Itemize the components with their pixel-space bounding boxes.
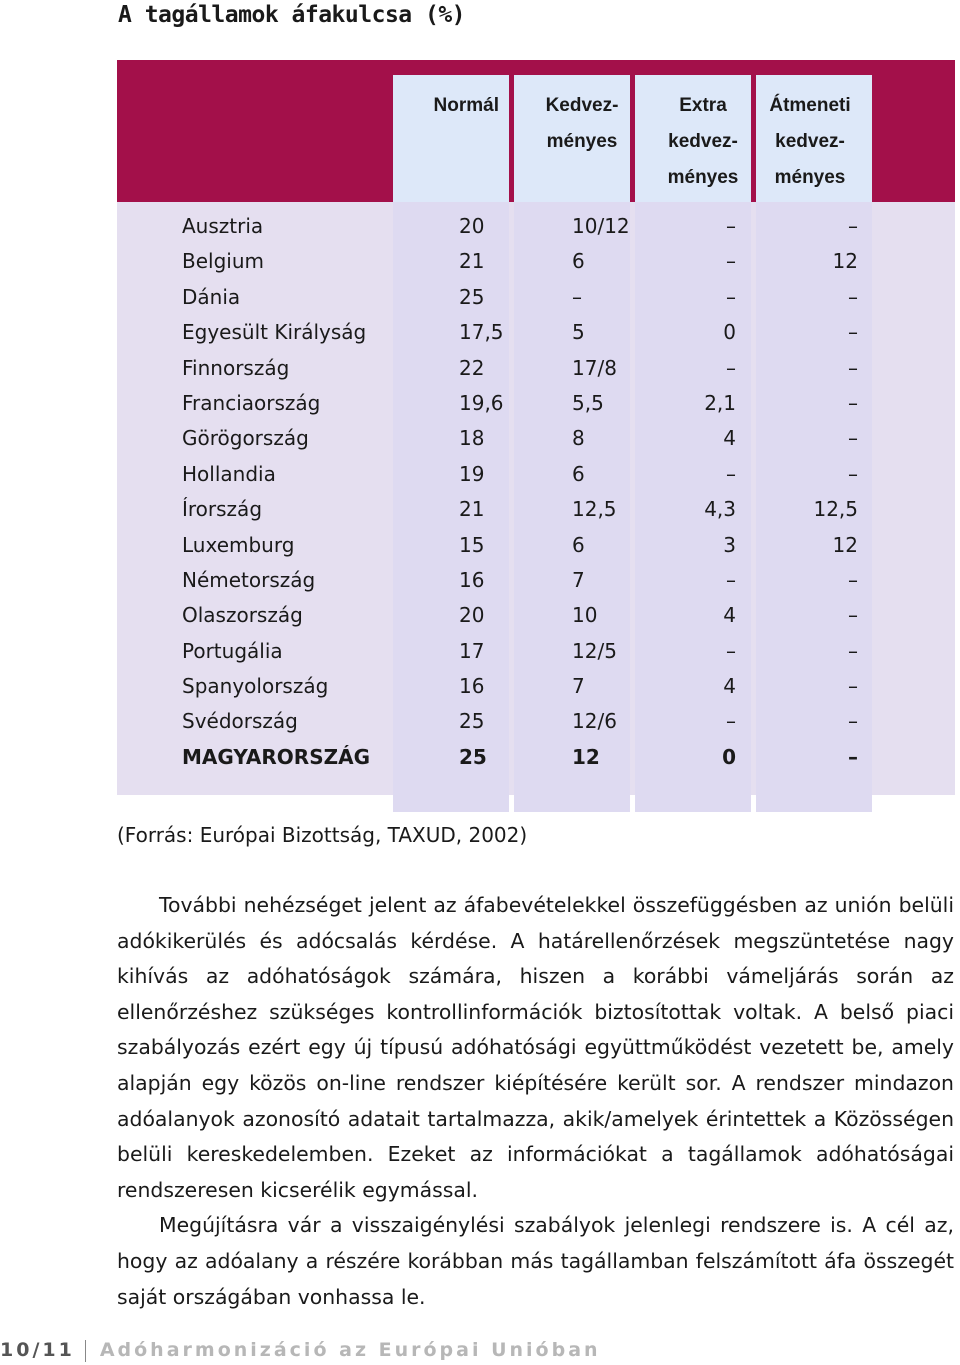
cell-normal: 25 <box>459 744 487 769</box>
table-row <box>0 492 960 527</box>
cell-kedvezmenyes: 8 <box>572 426 585 451</box>
cell-extra: 3 <box>723 532 736 557</box>
table-row <box>0 421 960 456</box>
cell-country: Írország <box>182 497 263 522</box>
cell-country: Spanyolország <box>182 674 329 699</box>
cell-normal: 25 <box>459 284 485 309</box>
table-row <box>0 740 960 775</box>
cell-atmeneti: – <box>848 709 858 734</box>
cell-normal: 21 <box>459 249 485 274</box>
table-row <box>0 598 960 633</box>
cell-extra: – <box>726 284 736 309</box>
cell-kedvezmenyes: 6 <box>572 461 585 486</box>
page-title: A tagállamok áfakulcsa (%) <box>118 2 466 28</box>
cell-country: Olaszország <box>182 603 303 628</box>
table-row <box>0 351 960 386</box>
cell-atmeneti: – <box>848 567 858 592</box>
cell-normal: 16 <box>459 674 485 699</box>
cell-kedvezmenyes: 7 <box>572 567 585 592</box>
cell-extra: 4,3 <box>704 497 736 522</box>
column-header-atmeneti: Átmeneti kedvez- ményes <box>769 95 851 188</box>
cell-extra: – <box>726 355 736 380</box>
cell-country: Ausztria <box>182 214 264 238</box>
cell-kedvezmenyes: 5,5 <box>572 390 604 415</box>
body-text <box>117 888 954 1315</box>
cell-kedvezmenyes: 10/12 <box>572 214 630 238</box>
table-row <box>0 386 960 421</box>
cell-country: Portugália <box>182 638 283 663</box>
cell-country: Egyesült Királyság <box>182 320 367 345</box>
cell-extra: – <box>726 214 736 238</box>
cell-normal: 17,5 <box>459 320 504 345</box>
cell-country: Franciaország <box>182 390 321 415</box>
cell-extra: 2,1 <box>704 390 736 415</box>
cell-atmeneti: – <box>848 426 858 451</box>
page-number: 10/11 <box>0 1339 75 1361</box>
vat-rate-table-body <box>0 209 960 775</box>
cell-kedvezmenyes: 7 <box>572 674 585 699</box>
table-row <box>0 315 960 350</box>
table-row <box>0 280 960 315</box>
cell-atmeneti: – <box>848 284 858 309</box>
cell-extra: – <box>726 709 736 734</box>
cell-atmeneti: – <box>848 674 858 699</box>
table-row <box>0 457 960 492</box>
cell-extra: 4 <box>723 603 736 628</box>
column-header-normal: Normál <box>433 95 499 116</box>
cell-country: Görögország <box>182 426 309 451</box>
cell-kedvezmenyes: 12/5 <box>572 638 617 663</box>
cell-extra: 0 <box>722 744 736 769</box>
cell-atmeneti: – <box>848 603 858 628</box>
cell-extra: – <box>726 249 736 274</box>
running-title: Adóharmonizáció az Európai Unióban <box>99 1339 601 1361</box>
cell-country: Luxemburg <box>182 532 295 557</box>
cell-country: Belgium <box>182 249 264 274</box>
cell-extra: 4 <box>723 674 736 699</box>
cell-extra: – <box>726 567 736 592</box>
footer-divider <box>85 1340 86 1362</box>
table-row <box>0 563 960 598</box>
table-row <box>0 669 960 704</box>
cell-kedvezmenyes: 12,5 <box>572 497 617 522</box>
cell-atmeneti: – <box>848 744 858 769</box>
cell-normal: 16 <box>459 567 485 592</box>
table-row <box>0 244 960 279</box>
page-footer <box>0 1335 601 1365</box>
cell-kedvezmenyes: 6 <box>572 532 585 557</box>
cell-kedvezmenyes: 17/8 <box>572 355 617 380</box>
cell-atmeneti: – <box>848 320 858 345</box>
cell-normal: 22 <box>459 355 485 380</box>
cell-normal: 20 <box>459 214 485 238</box>
cell-normal: 19,6 <box>459 390 504 415</box>
column-header-kedvezmenyes: Kedvez- ményes <box>545 95 619 152</box>
cell-country: Németország <box>182 567 316 592</box>
cell-normal: 25 <box>459 709 485 734</box>
cell-normal: 21 <box>459 497 485 522</box>
cell-kedvezmenyes: 5 <box>572 320 585 345</box>
cell-country: Hollandia <box>182 461 276 486</box>
cell-atmeneti: 12 <box>832 249 858 274</box>
cell-country: MAGYARORSZÁG <box>182 744 371 769</box>
cell-country: Finnország <box>182 355 290 380</box>
cell-atmeneti: – <box>848 638 858 663</box>
cell-country: Dánia <box>182 284 241 309</box>
cell-normal: 15 <box>459 532 485 557</box>
cell-kedvezmenyes: 10 <box>572 603 598 628</box>
cell-extra: – <box>726 638 736 663</box>
cell-atmeneti: – <box>848 214 858 238</box>
table-row <box>0 209 960 244</box>
cell-kedvezmenyes: 12 <box>572 744 600 769</box>
table-row <box>0 634 960 669</box>
table-row <box>0 704 960 739</box>
cell-normal: 20 <box>459 603 485 628</box>
column-header-extra: Extra kedvez- ményes <box>667 95 739 188</box>
cell-extra: 4 <box>723 426 736 451</box>
cell-normal: 17 <box>459 638 485 663</box>
cell-country: Svédország <box>182 709 298 734</box>
cell-atmeneti: – <box>848 390 858 415</box>
cell-extra: 0 <box>723 320 736 345</box>
cell-atmeneti: 12 <box>832 532 858 557</box>
cell-extra: – <box>726 461 736 486</box>
cell-normal: 18 <box>459 426 485 451</box>
cell-normal: 19 <box>459 461 485 486</box>
paragraph: További nehézséget jelent az áfabevételekkel összefüggésben az unión belüli adókikerülés és adócsalás kérdése. A határellenőrzések megszüntetése nagy kihívás az adóhatóságok számára, hiszen a korábbi vámeljárás során az ellenőrzéshez szükséges kontrollinformációk biztosítottak voltak. A belső piaci szabályozás ezért egy új típusú adóhatósági együttműködést vezetett be, amely alapján egy közös on-line rendszer kiépítésére került sor. A rendszer mindazon adóalanyok azonosító adatait tartalmazza, akik/amelyek érintettek a Közösségen belüli kereskedelemben. Ezeket az információkat a tagállamok adóhatóságai rendszeresen kicserélik egymással. <box>117 893 954 1202</box>
paragraph: Megújításra vár a visszaigénylési szabályok jelenlegi rendszere is. A cél az, hogy az adóalany a részére korábban más tagállamban felszámított áfa összegét saját országában vonhassa le. <box>117 1213 954 1309</box>
table-row <box>0 528 960 563</box>
cell-atmeneti: – <box>848 355 858 380</box>
cell-kedvezmenyes: 12/6 <box>572 709 617 734</box>
cell-atmeneti: – <box>848 461 858 486</box>
cell-kedvezmenyes: – <box>572 284 582 309</box>
cell-atmeneti: 12,5 <box>813 497 858 522</box>
cell-kedvezmenyes: 6 <box>572 249 585 274</box>
source-note: (Forrás: Európai Bizottság, TAXUD, 2002) <box>117 823 528 847</box>
